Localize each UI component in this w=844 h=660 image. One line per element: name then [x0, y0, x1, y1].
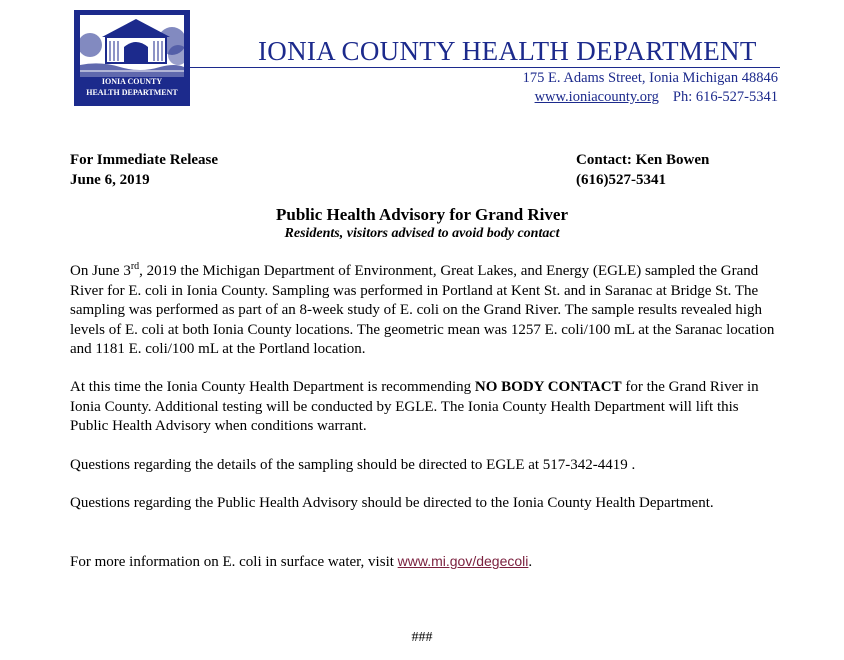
paragraph-egle-questions: Questions regarding the details of the sampling should be directed to EGLE at 517-342-4419 .: [70, 457, 636, 473]
organization-name: IONIA COUNTY HEALTH DEPARTMENT: [258, 36, 757, 66]
organization-address: 175 E. Adams Street, Ionia Michigan 48846: [522, 70, 778, 86]
p1-text-rest: , 2019 the Michigan Department of Environment, Great Lakes, and Energy (EGLE) sampled the Grand River for E. coli in Ionia County. Sampling was performed in Portland at Kent St. and in Saranac at Bridge St. The sampling was performed as part of an 8-week study of E. coli on the Grand River. The sample results revealed high levels of E. coli at both Ionia County locations. The geometric mean was 1257 E. coli/100 mL at the Saranac location and 1181 E. coli/100 mL at the Portland location.: [70, 263, 775, 357]
release-date: June 6, 2019: [70, 172, 150, 188]
p2-text-rest: for the Grand River in Ionia County. Additional testing will be conducted by EGLE. The Ionia County Health Department will lift this Public Health Advisory when conditions warrant.: [70, 379, 759, 434]
end-mark: ###: [411, 630, 433, 645]
release-info: [70, 150, 218, 190]
contact-phone: (616)527-5341: [576, 172, 666, 188]
advisory-title: Public Health Advisory for Grand River: [276, 205, 568, 224]
phone-number: Ph: 616-527-5341: [672, 89, 778, 105]
paragraph-more-info: [70, 552, 780, 573]
p1-superscript: rd: [130, 261, 140, 272]
paragraph-sampling: [70, 262, 780, 360]
logo-caption: [76, 76, 188, 98]
ecoli-info-link[interactable]: www.mi.gov/degecoli: [397, 553, 529, 569]
covered-bridge-icon: [80, 15, 184, 77]
paragraph-advisory-questions: Questions regarding the Public Health Advisory should be directed to the Ionia County Health Department.: [70, 495, 714, 511]
logo-caption-line1: IONIA COUNTY: [101, 77, 163, 86]
release-label: For Immediate Release: [70, 152, 219, 168]
p5-text-end: .: [528, 554, 533, 570]
contact-info: [576, 150, 709, 190]
paragraph-recommendation: [70, 378, 780, 437]
advisory-subtitle: Residents, visitors advised to avoid body contact: [284, 226, 560, 241]
no-body-contact-emphasis: NO BODY CONTACT: [474, 379, 622, 395]
p5-text-start: For more information on E. coli in surface water, visit: [70, 554, 398, 570]
header-divider: [190, 67, 780, 68]
logo-caption-line2: HEALTH DEPARTMENT: [86, 88, 178, 97]
contact-name: Contact: Ken Bowen: [576, 152, 710, 168]
website-link[interactable]: www.ioniacounty.org: [534, 89, 659, 105]
department-logo: [74, 10, 190, 106]
p1-text-start: On June 3: [70, 263, 131, 279]
contact-line: [535, 89, 778, 106]
p2-text-start: At this time the Ionia County Health Department is recommending: [70, 379, 475, 395]
